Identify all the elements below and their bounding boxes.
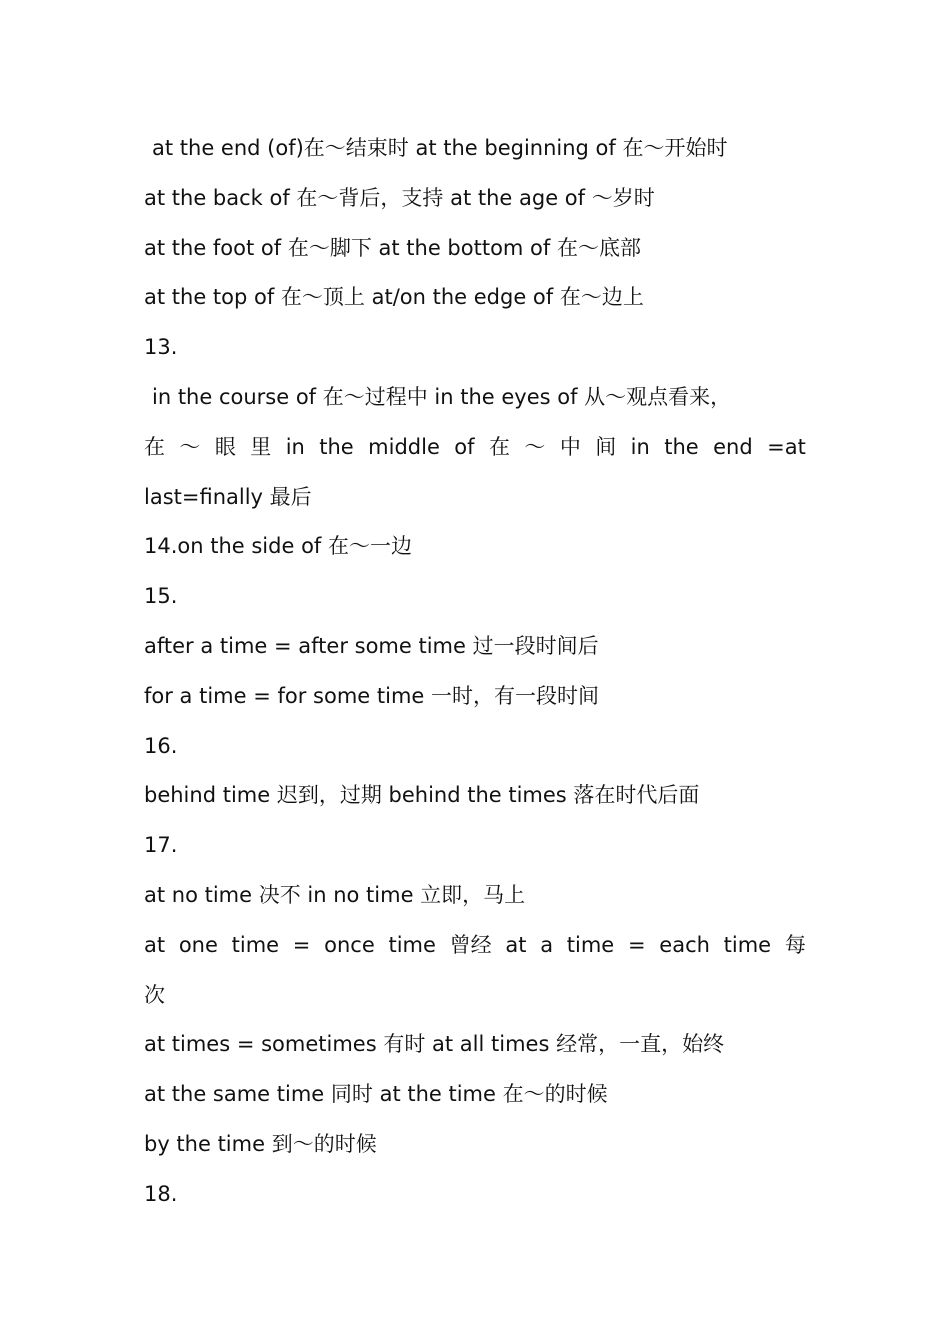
word: in <box>285 434 305 459</box>
word: 曾经 <box>449 932 492 957</box>
text-line: at the top of 在～顶上 at/on the edge of 在～边上 <box>144 285 644 310</box>
section-number: 18. <box>144 1181 178 1206</box>
word: time <box>723 932 772 957</box>
word: middle <box>368 434 440 459</box>
word: 里 <box>250 434 272 459</box>
word: ～ <box>524 434 546 459</box>
word: time <box>566 932 615 957</box>
word: 在 <box>144 434 165 459</box>
word: in <box>630 434 650 459</box>
justified-text-line <box>144 921 806 971</box>
text-line: last=finally 最后 <box>144 484 312 509</box>
section-number: 16. <box>144 733 178 758</box>
text-line: 次 <box>144 982 165 1007</box>
word: ～ <box>179 434 201 459</box>
text-line: for a time = for some time 一时，有一段时间 <box>144 683 599 708</box>
text-line: behind time 迟到，过期 behind the times 落在时代后面 <box>144 783 700 808</box>
text-line: at the same time 同时 at the time 在～的时候 <box>144 1082 608 1107</box>
word: 中 <box>559 434 581 459</box>
word: 在 <box>488 434 510 459</box>
text-line: at the foot of 在～脚下 at the bottom of 在～底部 <box>144 235 641 260</box>
section-number: 17. <box>144 833 178 858</box>
justified-text-line <box>144 423 806 473</box>
word: at <box>144 932 166 957</box>
word: time <box>388 932 436 957</box>
word: 眼 <box>214 434 236 459</box>
word: = <box>292 932 311 957</box>
word: 间 <box>595 434 617 459</box>
word: time <box>231 932 280 957</box>
text-line: 14.on the side of 在～一边 <box>144 534 412 559</box>
text-line: at the back of 在～背后，支持 at the age of ～岁时 <box>144 185 655 210</box>
word: = <box>627 932 646 957</box>
word: of <box>454 434 475 459</box>
section-number: 13. <box>144 335 178 360</box>
text-line: at no time 决不 in no time 立即，马上 <box>144 882 526 907</box>
word: at <box>505 932 527 957</box>
text-line: in the course of 在～过程中 in the eyes of 从～观点看来， <box>152 384 732 409</box>
word: the <box>319 434 354 459</box>
word: each <box>659 932 710 957</box>
word: =at <box>767 434 806 459</box>
word: a <box>540 932 554 957</box>
word: the <box>664 434 699 459</box>
word: end <box>713 434 753 459</box>
word: 每 <box>784 932 806 957</box>
word: one <box>178 932 218 957</box>
section-number: 15. <box>144 584 178 609</box>
word: once <box>324 932 375 957</box>
text-line: after a time = after some time 过一段时间后 <box>144 633 599 658</box>
text-line: at times = sometimes 有时 at all times 经常，一直，始终 <box>144 1032 725 1057</box>
text-line: at the end (of)在～结束时 at the beginning of 在～开始时 <box>152 136 728 160</box>
document-body <box>144 124 806 1220</box>
text-line: by the time 到～的时候 <box>144 1131 377 1156</box>
